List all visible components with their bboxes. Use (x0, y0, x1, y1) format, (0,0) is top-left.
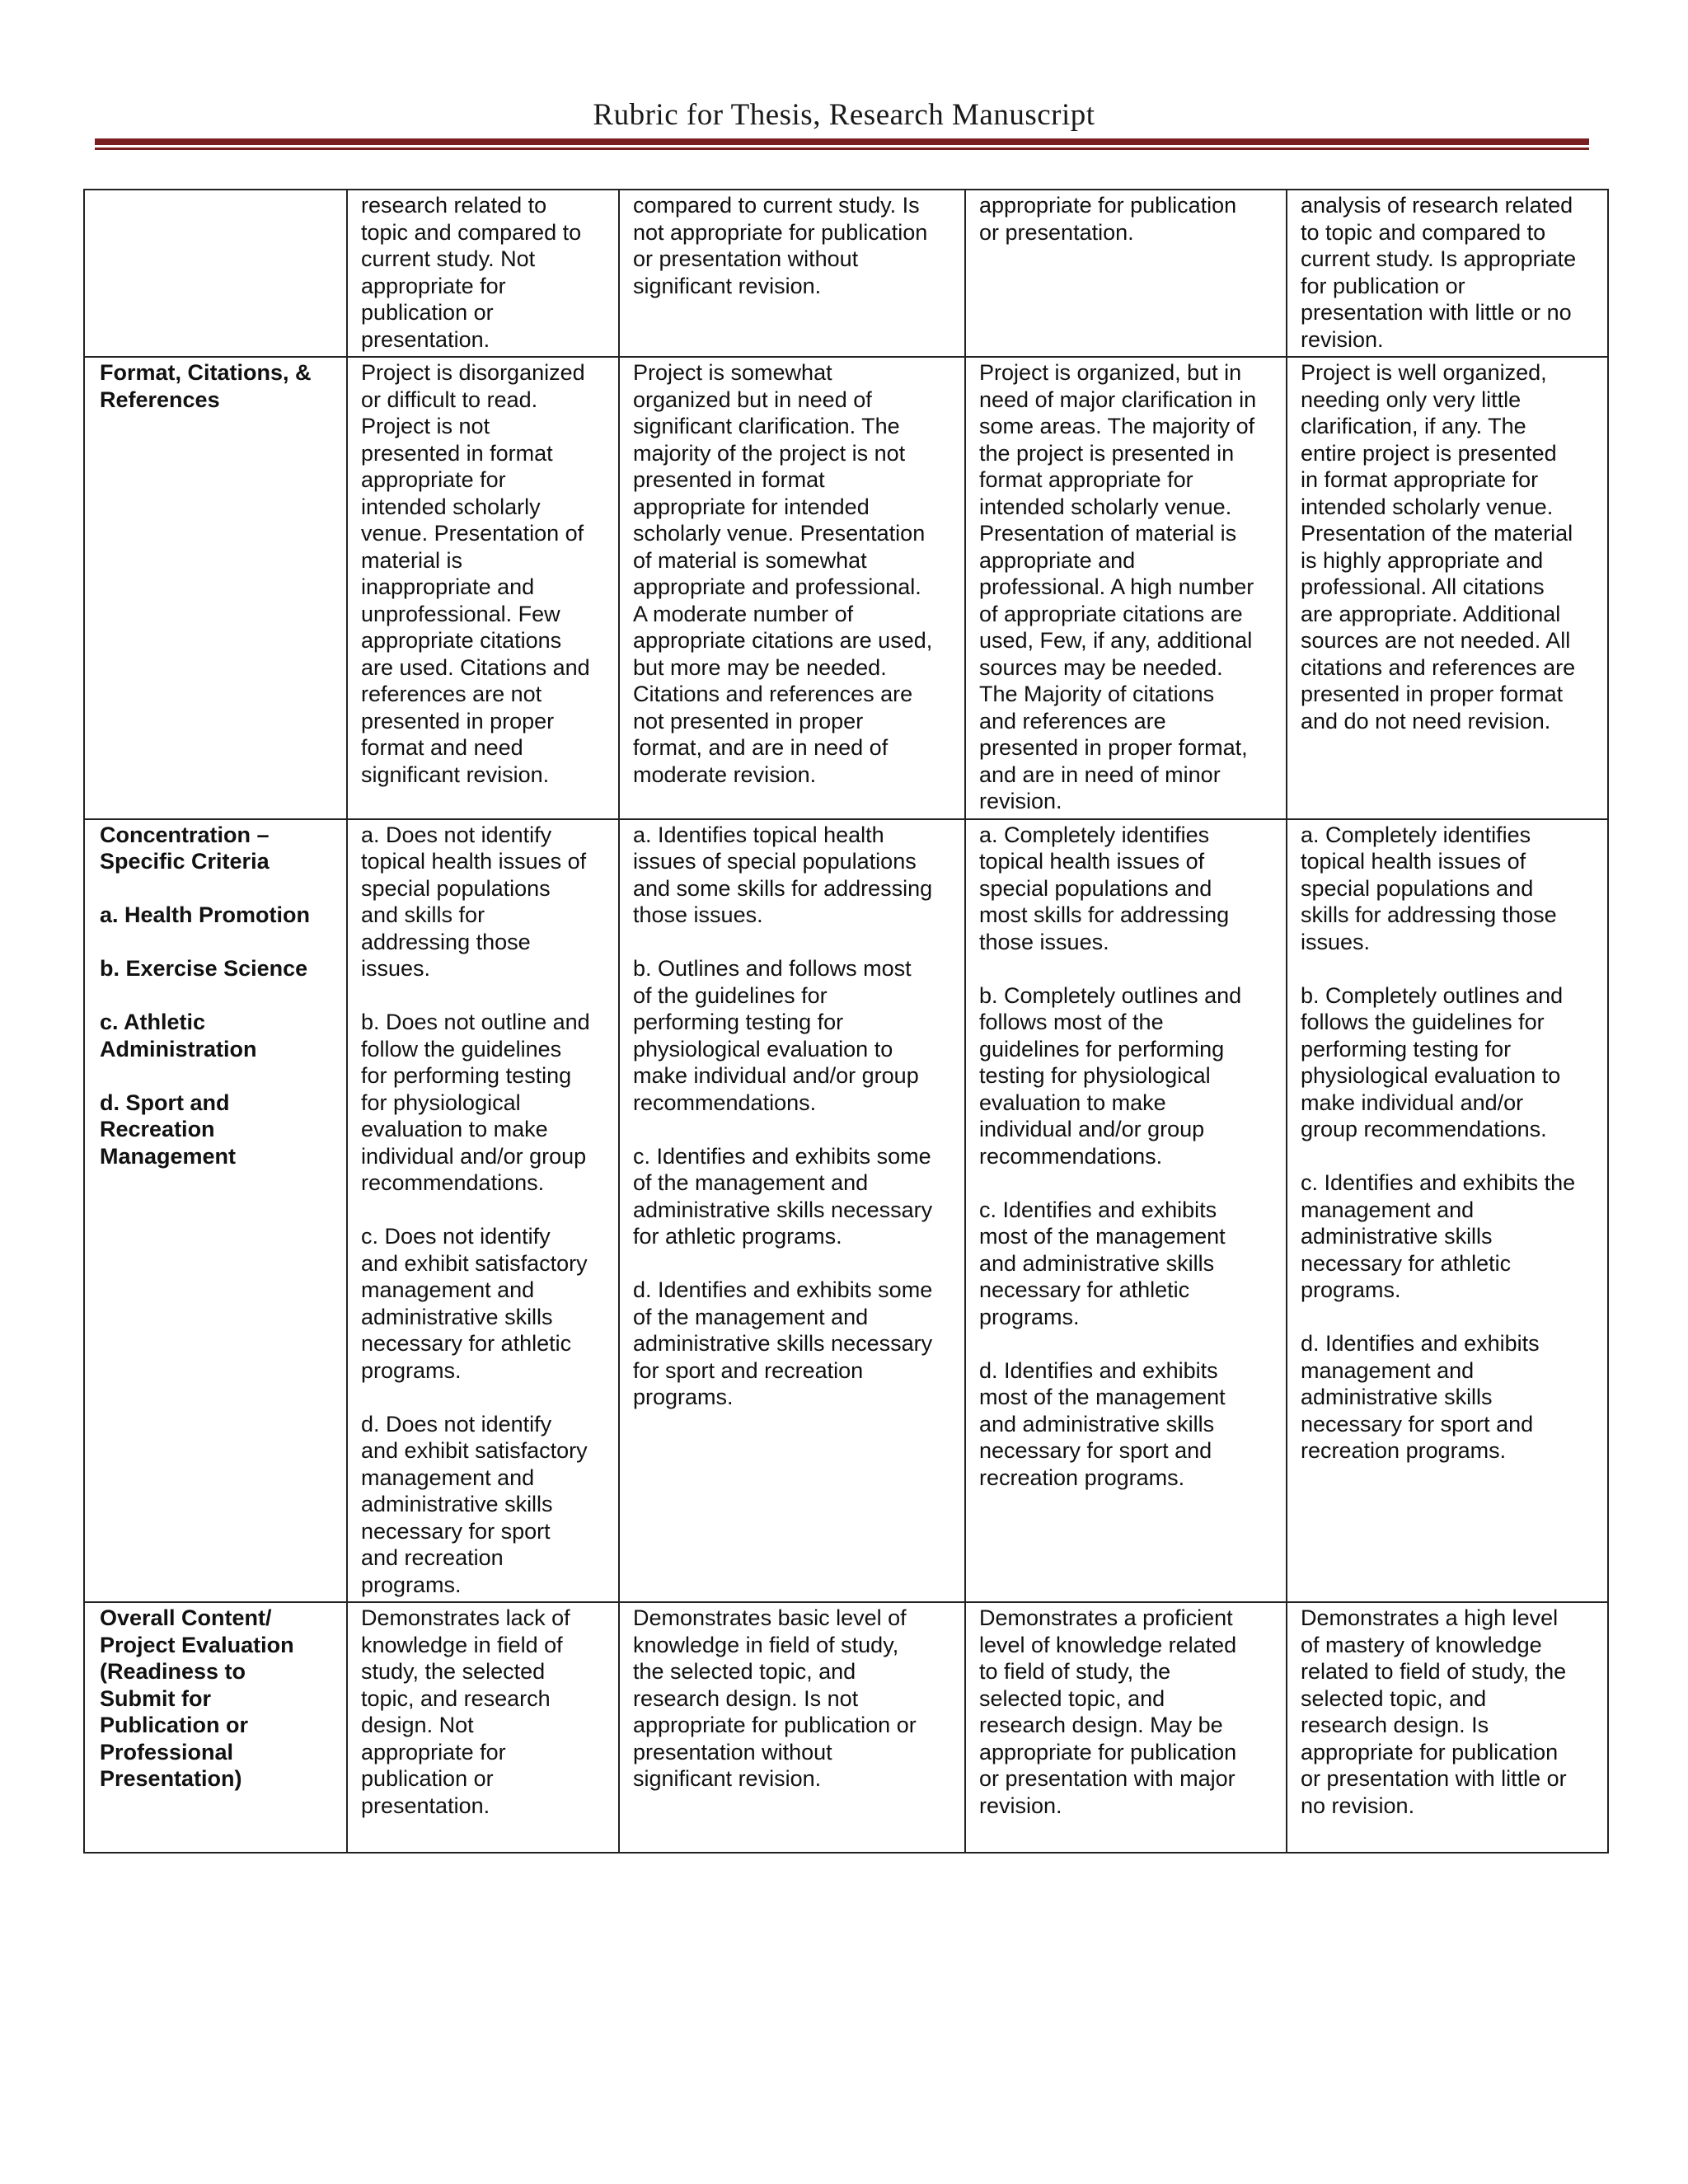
table-row-overall-content (84, 1602, 1608, 1853)
header-rule-thin (95, 148, 1589, 150)
criterion-cell: Format, Citations, & References (84, 357, 347, 819)
header-rule-thick (95, 138, 1589, 145)
rubric-cell: a. Does not identify topical health issues of special populations and skills for addressing those issues. b. Does not outline and follow the guidelines for performing testing for physiological evaluation to make individual and/or group recommendations. c. Does not identify and exhibit satisfactory management and administrative skills necessary for athletic programs. d. Does not identify and exhibit satisfactory management and administrative skills necessary for sport and recreation programs. (347, 819, 619, 1603)
rubric-cell: Demonstrates basic level of knowledge in field of study, the selected topic, and research design. Is not appropriate for publication or presentation without significant revision. (619, 1602, 965, 1853)
rubric-cell: Project is organized, but in need of major clarification in some areas. The majority of the project is presented in format appropriate for intended scholarly venue. Presentation of material is appropriate and professional. A high number of appropriate citations are used, Few, if any, additional sources may be needed. The Majority of citations and references are presented in proper format, and are in need of minor revision. (965, 357, 1287, 819)
rubric-cell: analysis of research related to topic and compared to current study. Is appropriate for publication or presentation with little or no revision. (1287, 190, 1608, 357)
page-header-title: Rubric for Thesis, Research Manuscript (593, 98, 1095, 132)
rubric-cell: Demonstrates lack of knowledge in field of study, the selected topic, and research design. Not appropriate for publication or presentation. (347, 1602, 619, 1853)
criterion-cell (84, 190, 347, 357)
rubric-cell: a. Identifies topical health issues of special populations and some skills for addressing those issues. b. Outlines and follows most of the guidelines for performing testing for physiological evaluation to make individual and/or group recommendations. c. Identifies and exhibits some of the management and administrative skills necessary for athletic programs. d. Identifies and exhibits some of the management and administrative skills necessary for sport and recreation programs. (619, 819, 965, 1603)
rubric-cell: Project is disorganized or difficult to read. Project is not presented in format appropriate for intended scholarly venue. Presentation of material is inappropriate and unprofessional. Few appropriate citations are used. Citations and references are not presented in proper format and need significant revision. (347, 357, 619, 819)
rubric-cell: Project is well organized, needing only very little clarification, if any. The entire project is presented in format appropriate for intended scholarly venue. Presentation of the material is highly appropriate and professional. All citations are appropriate. Additional sources are not needed. All citations and references are presented in proper format and do not need revision. (1287, 357, 1608, 819)
rubric-cell: a. Completely identifies topical health issues of special populations and most skills for addressing those issues. b. Completely outlines and follows most of the guidelines for performing testing for physiological evaluation to make individual and/or group recommendations. c. Identifies and exhibits most of the management and administrative skills necessary for athletic programs. d. Identifies and exhibits most of the management and administrative skills necessary for sport and recreation programs. (965, 819, 1287, 1603)
rubric-cell: research related to topic and compared to current study. Not appropriate for publication or presentation. (347, 190, 619, 357)
rubric-table (83, 189, 1609, 1854)
criterion-cell: Concentration – Specific Criteria a. Health Promotion b. Exercise Science c. Athletic Administration d. Sport and Recreation Management (84, 819, 347, 1603)
rubric-cell: Project is somewhat organized but in need of significant clarification. The majority of the project is not presented in format appropriate for intended scholarly venue. Presentation of material is somewhat appropriate and professional. A moderate number of appropriate citations are used, but more may be needed. Citations and references are not presented in proper format, and are in need of moderate revision. (619, 357, 965, 819)
rubric-cell: Demonstrates a proficient level of knowledge related to field of study, the selected topic, and research design. May be appropriate for publication or presentation with major revision. (965, 1602, 1287, 1853)
rubric-cell: a. Completely identifies topical health issues of special populations and skills for addressing those issues. b. Completely outlines and follows the guidelines for performing testing for physiological evaluation to make individual and/or group recommendations. c. Identifies and exhibits the management and administrative skills necessary for athletic programs. d. Identifies and exhibits management and administrative skills necessary for sport and recreation programs. (1287, 819, 1608, 1603)
criterion-cell: Overall Content/ Project Evaluation (Readiness to Submit for Publication or Professional Presentation) (84, 1602, 347, 1853)
rubric-cell: compared to current study. Is not appropriate for publication or presentation without significant revision. (619, 190, 965, 357)
table-row-format-citations (84, 357, 1608, 819)
rubric-cell: Demonstrates a high level of mastery of knowledge related to field of study, the selected topic, and research design. Is appropriate for publication or presentation with little or no revision. (1287, 1602, 1608, 1853)
table-row-concentration-criteria (84, 819, 1608, 1603)
table-row-continued (84, 190, 1608, 357)
rubric-cell: appropriate for publication or presentation. (965, 190, 1287, 357)
